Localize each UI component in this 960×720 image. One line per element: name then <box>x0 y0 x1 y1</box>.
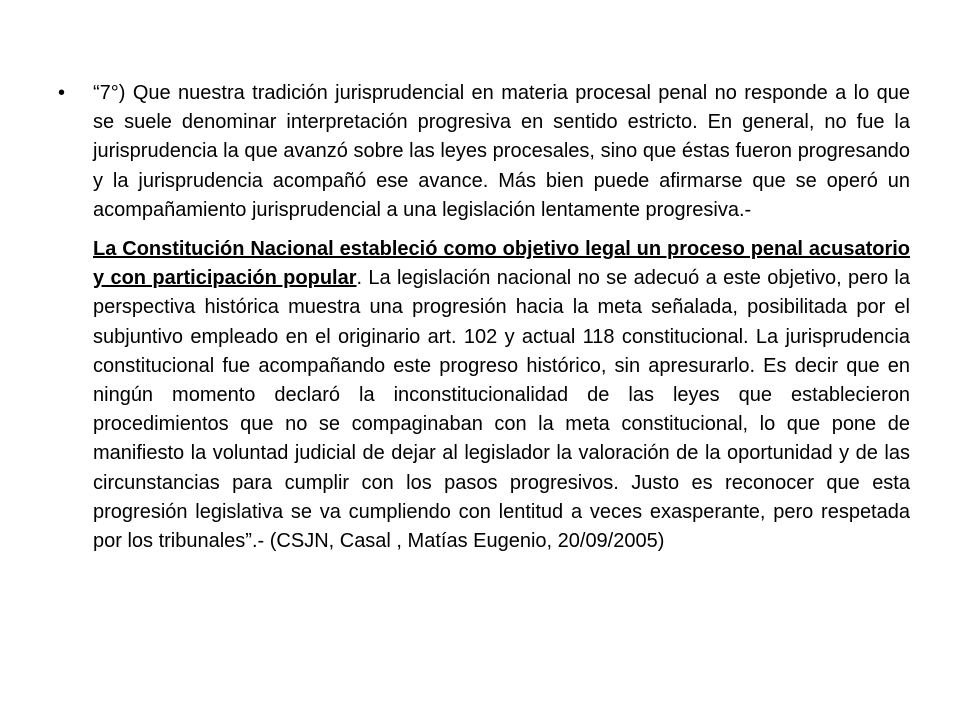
quote-paragraph-1: “7°) Que nuestra tradición jurisprudencial en materia procesal penal no responde a lo que se suele denominar interpretación progresiva en sentido estricto. En general, no fue la jurisprudencia la que avanzó sobre las leyes procesales, sino que éstas fueron progresando y la jurisprudencia acompañó ese avance. Más bien puede afirmarse que se operó un acompañamiento jurisprudencial a una legislación lentamente progresiva.- <box>93 82 910 221</box>
paragraph-2-text: . La legislación nacional no se adecuó a este objetivo, pero la perspectiva histórica muestra una progresión hacia la meta señalada, posibilitada por el subjuntivo empleado en el originario art. 102 y actual 118 constitucional. La jurisprudencia constitucional fue acompañando este progreso histórico, sin apresurarlo. Es decir que en ningún momento declaró la inconstitucionalidad de las leyes que establecieron procedimientos que no se compaginaban con la meta constitucional, lo que pone de manifiesto la voluntad judicial de dejar al legislador la valoración de la oportunidad y de las circunstancias para cumplir con los pasos progresivos. Justo es reconocer que esta progresión legislativa se va cumpliendo con lentitud a veces exasperante, pero respetada por los tribunales”.- <box>93 267 910 553</box>
quote-paragraph-2 <box>93 235 910 556</box>
bullet-icon: • <box>58 82 66 104</box>
quote-bullet-block <box>58 79 910 556</box>
citation-text: (CSJN, Casal , Matías Eugenio, 20/09/2005) <box>264 530 665 553</box>
emphasized-constitution-text: La Constitución Nacional estableció como objetivo legal un proceso penal acusatorio y con participación popular <box>93 238 910 290</box>
